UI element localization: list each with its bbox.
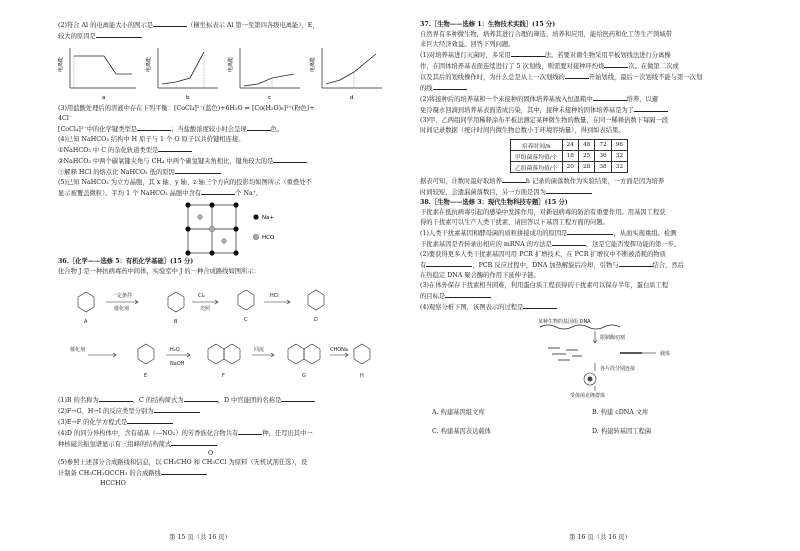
graph-c <box>227 48 300 101</box>
q36-4: (4)D 的同分异构体中，含有硝基（—NO₂）的芳香族化合物共有 种，任写出其中一 <box>58 430 313 437</box>
q5-line1: (5)已知 NaHCO₃ 为立方晶胞，其 x 轴、y 轴、z 轴三个方向的投影均如图所示（重叠处不 <box>58 179 312 186</box>
svg-text:b: b <box>186 95 190 101</box>
q2-line1: (2)符合 Al 的电离能大小的图示是 （横坐标表示 Al 第一至第四各级电离能），E， <box>58 22 319 29</box>
q38-4: (4)观察分析下图，该图表示的过程是 <box>420 302 782 313</box>
q38-2b: 有 ，PCR 反应过程中，DNA 加热解旋后冷却，引物与 结合，然后 <box>420 262 685 269</box>
svg-text:H₂O: H₂O <box>170 347 180 353</box>
q37-1c: 作，在固体培养基表面连续进行了 5 次划线，则需要对接种环灼烧 次。在做第二次或 <box>420 63 679 70</box>
q38-3a: (3)在体外保存干扰素相当困难，利用蛋白质工程获得的干扰素可以保存半年，蛋白质工程 <box>420 282 669 289</box>
svg-text:Na+: Na+ <box>262 215 275 221</box>
q37-3a: (3)甲、乙两组同学用稀释涂布平板法测定某种微生物的数量，在同一稀释倍数下每隔一段 <box>420 117 669 124</box>
q36-title: 36.［化学——选修 5：有机化学基础］(15 分) <box>58 258 194 265</box>
graph-b <box>145 48 218 101</box>
q36-3: (3)E→F 的化学方程式是 <box>58 417 386 428</box>
answer-options <box>420 399 782 437</box>
q38-intro2: 得的干扰素可以生产人类干扰素，请回答以下基因工程方面的问题。 <box>420 219 609 226</box>
svg-text:C: C <box>244 317 248 323</box>
q38-2a: (2)要获得更多人类干扰素基因可用 PCR 扩增技术，在 PCR 扩增仪中不断被消耗的物质 <box>420 251 667 258</box>
q2-line2: 较大的原因是 <box>58 31 386 42</box>
option-a[interactable]: A. 构建基因组文库 <box>432 409 485 416</box>
svg-text:受体菌克隆群体: 受体菌克隆群体 <box>570 393 606 399</box>
q36-5b: 计制备 CH₃CH₂OCCH₃ 的合成路线 <box>58 468 386 479</box>
svg-text:光照: 光照 <box>200 306 211 312</box>
q38-intro1: 干扰素在抵抗病毒引起的感染中发挥作用，对新冠病毒的防治有重要作用。用基因工程获 <box>420 209 666 216</box>
option-c[interactable]: C. 构建基因表达载体 <box>432 428 491 435</box>
q36-2: (2)F→G、H→I 的反应类型分别为 <box>58 406 386 417</box>
q4-line1: (4)已知 NaHCO₃ 结构中 H 原子与 1 个 O 原子以共价键相连接。 <box>58 136 245 143</box>
q4-ii: ②NaHCO₃ 中两个碳氧键夹角与 CH₄ 中两个碳氢键夹角相比，键角较大的是 <box>58 156 386 167</box>
table-header-row: 培养时间/h 24 48 72 96 <box>511 140 628 151</box>
svg-text:D: D <box>314 317 318 323</box>
q38-title: 38.［生物——选修 3：现代生物科技专题］(15 分) <box>420 199 568 206</box>
svg-text:B: B <box>174 319 178 325</box>
svg-text:d: d <box>350 95 354 101</box>
q38-1a: (1)人类干扰素基因和酵母菌的质粒拼接成功的原因是 ，从而实现重组。检测 <box>420 230 677 237</box>
q3-line2: 4Cl⁻ <box>58 115 73 122</box>
svg-text:电离能: 电离能 <box>146 56 152 72</box>
svg-text:回流: 回流 <box>254 347 265 353</box>
graph-d <box>309 48 382 101</box>
svg-text:HCO: HCO <box>262 235 275 241</box>
svg-text:催化剂: 催化剂 <box>70 347 86 353</box>
q36-1: (1)B 的名称为 ，C 的结构简式为 ，D 中官能团的名称是 <box>58 395 386 406</box>
q36-5-formula-o: O <box>208 450 214 457</box>
crystal-projection-svg <box>178 201 338 257</box>
right-footer: 第 16 页（共 16 页） <box>569 534 631 541</box>
option-d[interactable]: D. 构建转基因工程菌 <box>592 428 652 435</box>
q37-intro2: 来巨大经济效益。回答下列问题。 <box>420 41 515 48</box>
svg-text:Cl₂: Cl₂ <box>198 293 205 299</box>
svg-text:G: G <box>302 373 306 379</box>
crystal-projection <box>178 201 386 257</box>
svg-text:电离能: 电离能 <box>228 56 234 72</box>
ionization-graphs <box>58 44 386 104</box>
ionization-graphs-svg <box>58 44 388 104</box>
table-row: 乙组菌落均值/个 20 28 38 32 <box>511 162 628 173</box>
svg-text:F: F <box>222 373 225 379</box>
svg-text:催化剂: 催化剂 <box>114 306 130 312</box>
svg-text:限制酶切割: 限制酶切割 <box>600 335 626 341</box>
q4-i: ①NaHCO₃ 中 C 的杂化轨道类型是 <box>58 145 386 156</box>
svg-text:NaOH: NaOH <box>170 361 185 367</box>
library-diagram-svg <box>420 315 782 399</box>
q37-3b: 时间记录数据（统计时间内微生物总数小于环境容纳量），得到如表结果。 <box>420 127 625 134</box>
svg-text:CHONa: CHONa <box>330 347 348 353</box>
q36-intro: 化合物 J 是一种抗病毒药中间体，实验室中 J 的一种合成路线如图所示： <box>58 268 260 275</box>
svg-text:载体: 载体 <box>660 351 671 357</box>
q5-line2: 显示被覆盖微粒）。平均 1 个 NaHCO₃ 晶胞中含有 个 Na⁺。 <box>58 190 263 197</box>
q37-1g: 的线 <box>420 83 782 94</box>
q38-2e: 在热稳定 DNA 聚合酶的作用下延伸子链。 <box>420 272 540 279</box>
table-row: 甲组菌落均值/个 18 25 36 32 <box>511 151 628 162</box>
svg-text:HCl: HCl <box>270 293 279 299</box>
option-b[interactable]: B. 构建 cDNA 文库 <box>592 409 649 416</box>
q37-2a: (2)将接种后的培养基和一个未接种的固体培养基放入恒温箱中 培养，以避 <box>420 96 659 103</box>
library-diagram <box>420 315 782 399</box>
q36-5: (5)参照上述部分合成路线和信息，以 CH₃CHO 和 CH₃CCl 为原料（无机试剂任选），设 <box>58 459 308 466</box>
right-page <box>400 0 800 551</box>
q37-1a: (1)对培养基进行灭菌时，多采用 法。若要对微生物采用平板划线法进行分离操 <box>420 52 671 59</box>
q37-4a: 据表可知，计数时最好取培养 h 记录的菌落数作为实验结果，一方面是因为培养 <box>420 178 665 185</box>
q37-1e: 以及其后的划线操作时，为什么总是从上一次划线的 开始划线，最后一次划线不能与第一次划 <box>420 74 703 81</box>
svg-text:电离能: 电离能 <box>310 56 316 72</box>
svg-text:E: E <box>144 373 148 379</box>
svg-text:a: a <box>102 95 106 101</box>
graph-a <box>58 48 136 101</box>
q37-intro1: 自然界有多种微生物，培养其进行合理的筛选、培养和应用，能给医药和化工等生产领域带 <box>420 31 672 38</box>
synthesis-scheme <box>58 277 386 395</box>
colony-table <box>510 139 628 173</box>
svg-text:c: c <box>268 95 272 101</box>
svg-text:电离能: 电离能 <box>58 56 64 72</box>
q36-4c: 种核磁共振氢谱显示有三组峰的结构简式 <box>58 439 386 450</box>
q3-line3: [CoCl₄]²⁻中的化学键类型是 ；当盐酸浓度较小时会呈现 色。 <box>58 126 284 133</box>
svg-text:H: H <box>360 373 364 379</box>
q3-line1: (3)用盐酸处理后的溶液中存在下列平衡：[CoCl₄]²⁻(蓝色)+6H₂O ⇌ [Co(H₂O)₆]²⁺(粉色)+ <box>58 105 315 112</box>
svg-text:某种生物的基因组 DNA: 某种生物的基因组 DNA <box>538 319 591 325</box>
q37-4c: 时间较短，会遗漏菌落数目，另一方面是因为 <box>420 187 782 198</box>
svg-text:一定条件: 一定条件 <box>112 293 133 299</box>
svg-text:各片段分别连接: 各片段分别连接 <box>600 366 636 372</box>
q37-title: 37.［生物——选修 1：生物技术实践］(15 分) <box>420 21 556 28</box>
synthesis-scheme-svg <box>58 277 388 395</box>
svg-text:A: A <box>84 319 88 325</box>
q37-2c: 免冷凝水回滴到培养基表面造成污染，其中，接种未接种的固体培养基是为了 <box>420 105 782 116</box>
q36-5-formula-sub: HCCHO <box>100 480 126 487</box>
left-footer: 第 15 页（共 16 页） <box>169 534 231 541</box>
q38-3b: 的目标是 <box>420 291 782 302</box>
q4-iii: ③解释 HCl 的熔点比 NaHCO₃ 低的原因 <box>58 167 386 178</box>
q38-1c: 干扰素基因是否转录出相应的 mRNA 的方法是 ，这是它能否发挥功能的第一步。 <box>420 241 681 248</box>
